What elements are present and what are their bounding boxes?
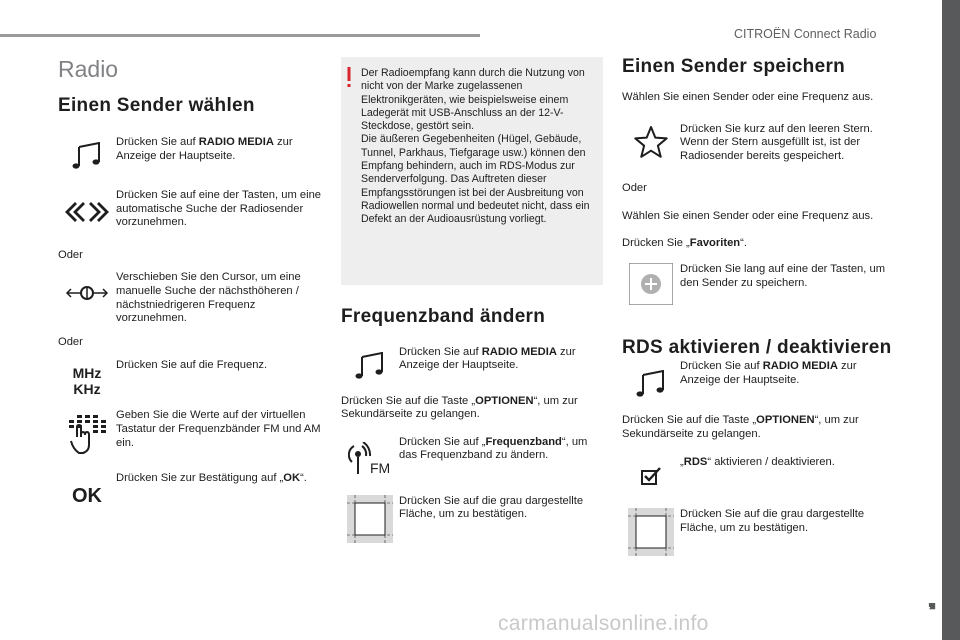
text-c: zur Anzeige der Hauptseite. [399, 345, 576, 372]
favorites-label: Favoriten [689, 236, 741, 249]
heading-rds: RDS aktivieren / deaktivieren [622, 337, 892, 359]
text-c: zur Anzeige der Hauptseite. [680, 360, 857, 386]
right-column [622, 56, 892, 556]
band-label: Frequenzband [485, 435, 562, 448]
text-c: “. [740, 236, 747, 249]
slider-cursor-icon [58, 271, 116, 303]
header-rule [0, 34, 480, 37]
text-a: Drücken Sie auf die Taste „ [622, 414, 757, 427]
ok-bold: OK [283, 472, 301, 485]
step-text: Drücken Sie auf die grau dargestellte Fläche, um zu bestätigen. [399, 494, 584, 521]
music-note-icon [622, 360, 680, 398]
mhz-khz-icon [58, 359, 116, 397]
step-preset [622, 263, 892, 305]
step-text: Drücken Sie auf eine der Tasten, um eine automatische Suche der Radiosender vorzunehmen. [116, 189, 322, 229]
grey-area-icon [341, 495, 399, 543]
radio-media-label: RADIO MEDIA [762, 360, 838, 373]
heading-change-band: Frequenzband ändern [341, 305, 546, 327]
seek-arrows-icon [58, 189, 116, 223]
text-c: “, um das Frequenzband zu ändern. [399, 435, 588, 462]
step-text: Drücken Sie auf die grau dargestellte Fläche, um zu bestätigen. [680, 508, 865, 534]
text-a: Drücken Sie zur Bestätigung auf „ [116, 472, 284, 485]
left-column [58, 56, 323, 508]
step-grey-area [622, 508, 892, 556]
oder-label: Oder [58, 335, 83, 348]
bullet-marker: ■ [928, 598, 936, 613]
text-a: Drücken Sie „ [622, 236, 690, 249]
step-rds [622, 456, 892, 486]
text-c: “, um zur Sekundärseite zu gelangen. [341, 394, 578, 421]
heading-select-station: Einen Sender wählen [58, 95, 255, 116]
watermark: carmanualsonline.info [498, 612, 709, 635]
text-a: Drücken Sie auf „ [399, 435, 486, 448]
page-number: 7 [925, 606, 931, 617]
options-label: OPTIONEN [475, 394, 534, 407]
step-text: Drücken Sie lang auf eine der Tasten, um den Sender zu speichern. [680, 263, 886, 289]
mhz-label: MHz [72, 365, 102, 382]
warning-box [341, 57, 603, 285]
step-radio-media [341, 346, 603, 380]
khz-label: KHz [73, 381, 101, 398]
ok-icon [58, 472, 116, 508]
text-a: Drücken Sie auf [116, 136, 199, 148]
star-icon [622, 123, 680, 159]
keypad-touch-icon [58, 409, 116, 455]
step-band [341, 436, 603, 476]
ok-label: OK [72, 485, 102, 508]
exclamation-icon [346, 67, 352, 89]
middle-column [341, 57, 603, 543]
text-a: Drücken Sie auf die Taste „ [341, 394, 476, 407]
step-radio-media [58, 136, 323, 170]
sidebar-bar [942, 0, 960, 640]
step-text: Drücken Sie kurz auf den leeren Stern. Wenn der Stern ausgefüllt ist, ist der Radiosender bereits gespeichert. [680, 122, 873, 162]
radio-media-label: RADIO MEDIA [481, 345, 557, 358]
oder-label: Oder [622, 182, 647, 195]
step-frequency [58, 359, 323, 397]
options-paragraph [622, 414, 892, 441]
text-a: Drücken Sie auf [680, 360, 763, 373]
document-title: CITROËN Connect Radio [734, 27, 877, 41]
heading-save-station: Einen Sender speichern [622, 56, 846, 77]
grey-area-icon [622, 508, 680, 556]
warning-text: Der Radioempfang kann durch die Nutzung von nicht von der Marke zugelassenen Elektronikgeräten, wie beispielsweise einem Ladegerät mit USB-Anschluss an der 12-V-Steckdose, gestört sein. Die äußeren Gegebenheiten (Hügel, Gebäude, Tunnel, Parkhaus, Tiefgarage usw.) können den Empfang behindern, auch im RDS-Modus zur Senderverfolgung. Das Auftreten dieser Empfangsstörungen ist bei der Ausbreitung von Radiowellen normal und bedeutet nicht, dass ein Defekt an der Audioausrüstung vorliegt. [361, 67, 590, 226]
text-c: “, um zur Sekundärseite zu gelangen. [622, 414, 859, 440]
options-label: OPTIONEN [756, 414, 815, 427]
fm-signal-icon [341, 436, 399, 476]
step-text: Geben Sie die Werte auf der virtuellen Tastatur der Frequenzbänder FM und AM ein. [116, 409, 321, 449]
options-paragraph [341, 395, 603, 422]
step-text: Verschieben Sie den Cursor, um eine manuelle Suche der nächsthöheren / nächstniedrigeren Frequenz vorzunehmen. [116, 271, 301, 325]
step-confirm-ok [58, 472, 323, 508]
fm-label: FM [370, 459, 391, 476]
text-a: „ [680, 456, 684, 469]
text-a: Drücken Sie auf [399, 345, 482, 358]
paragraph: Wählen Sie einen Sender oder eine Frequenz aus. [622, 91, 874, 103]
step-manual-search [58, 271, 323, 325]
radio-media-label: RADIO MEDIA [198, 136, 274, 148]
oder-label: Oder [58, 248, 83, 261]
music-note-icon [341, 346, 399, 380]
preset-plus-icon [622, 263, 680, 305]
paragraph: Wählen Sie einen Sender oder eine Frequenz aus. [622, 209, 874, 222]
favorites-paragraph [622, 237, 892, 251]
step-keyboard [58, 409, 323, 455]
step-auto-search [58, 189, 323, 230]
step-text: Drücken Sie auf die Frequenz. [116, 359, 268, 372]
section-title: Radio [58, 56, 119, 82]
step-radio-media [622, 360, 892, 398]
music-note-icon [58, 136, 116, 170]
text-c: “. [300, 472, 307, 485]
step-grey-area [341, 495, 603, 543]
text-c: zur Anzeige der Hauptseite. [116, 136, 293, 162]
rds-label: RDS [683, 456, 708, 469]
step-star [622, 123, 892, 164]
text-c: “ aktivieren / deaktivieren. [707, 456, 835, 469]
checkbox-checked-icon [622, 456, 680, 486]
